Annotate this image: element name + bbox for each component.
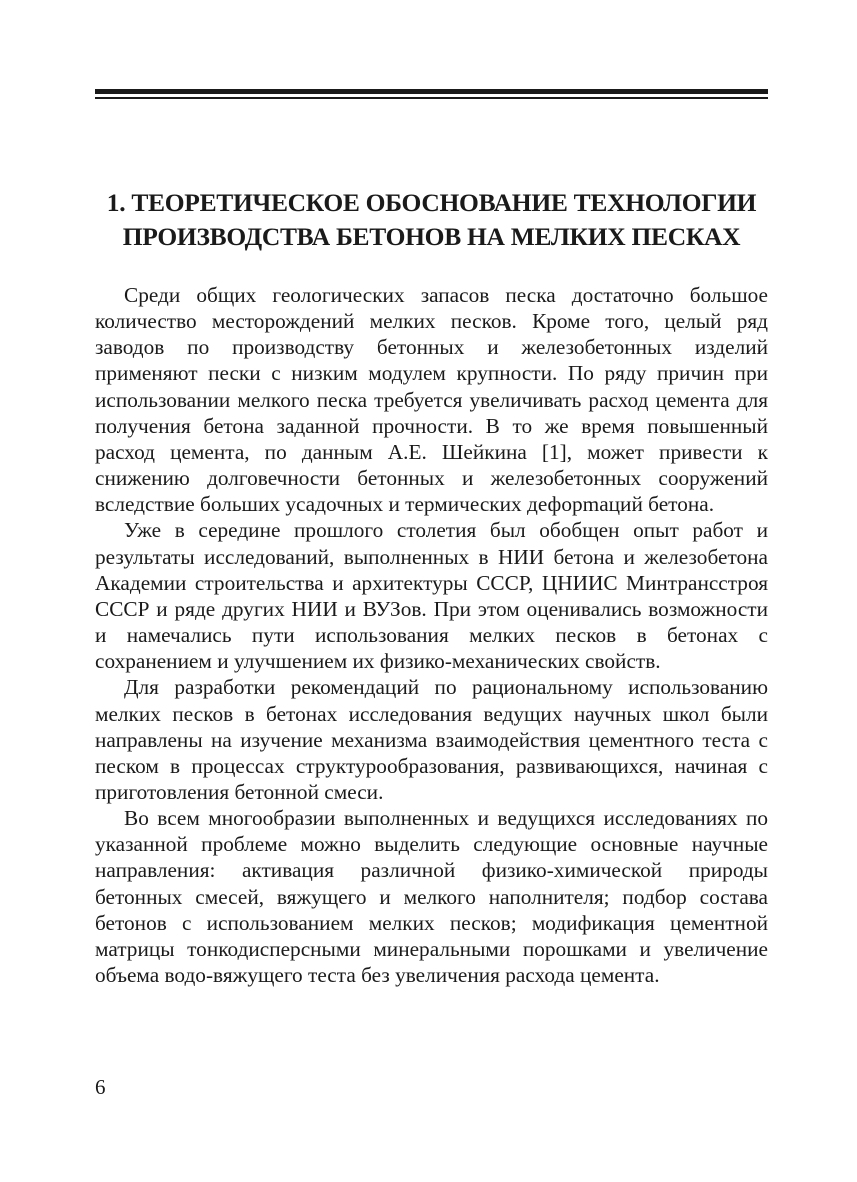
chapter-title-line-2: ПРОИЗВОДСТВА БЕТОНОВ НА МЕЛКИХ ПЕСКАХ xyxy=(122,222,741,251)
header-rule-thin xyxy=(95,97,768,99)
paragraph-3: Для разработки рекомендаций по рациональному использованию мелких песков в бетонах исследования ведущих научных школ были направлены на изучение механизма взаимодействия цементного теста с песком в процессах структурообразования, развивающихся, начиная с приготовления бетонной смеси. xyxy=(95,675,768,804)
paragraph-1: Среди общих геологических запасов песка достаточно большое количество месторождений мелких песков. Кроме того, целый ряд заводов по производству бетонных и железобетонных изделий применяют пески с низким модулем крупности. По ряду причин при использовании мелкого песка требуется увеличивать расход цемента для получения бетона заданной прочности. В то же время повышенный расход цемента, по данным А.Е. Шейкина [1], может привести к снижению долговечности бетонных и железобетонных сооружений вследствие больших усадочных и термических дефорmаций бетона. xyxy=(95,283,768,517)
paragraph-4: Во всем многообразии выполненных и ведущихся исследованиях по указанной проблеме можно выделить следующие основные научные направления: активация различной физико-химической природы бетонных смесей, вяжущего и мелкого наполнителя; подбор состава бетонов с использованием мелких песков; модификация цементной матрицы тонкодисперсными минеральными порошками и увеличение объема водо-вяжущего теста без увеличения расхода цемента. xyxy=(95,806,768,988)
chapter-title xyxy=(95,186,768,254)
page-number: 6 xyxy=(95,1075,106,1099)
paragraph-2: Уже в середине прошлого столетия был обобщен опыт работ и результаты исследований, выполненных в НИИ бетона и железобетона Академии строительства и архитектуры СССР, ЦНИИС Минтрансстроя СССР и ряде других НИИ и ВУЗов. При этом оценивались возможности и намечались пути использования мелких песков в бетонах с сохранением и улучшением их физико-механических свойств. xyxy=(95,518,768,674)
body-text xyxy=(95,282,768,988)
chapter-title-line-1: 1. ТЕОРЕТИЧЕСКОЕ ОБОСНОВАНИЕ ТЕХНОЛОГИИ xyxy=(106,188,757,217)
header-rule-thick xyxy=(95,89,768,94)
